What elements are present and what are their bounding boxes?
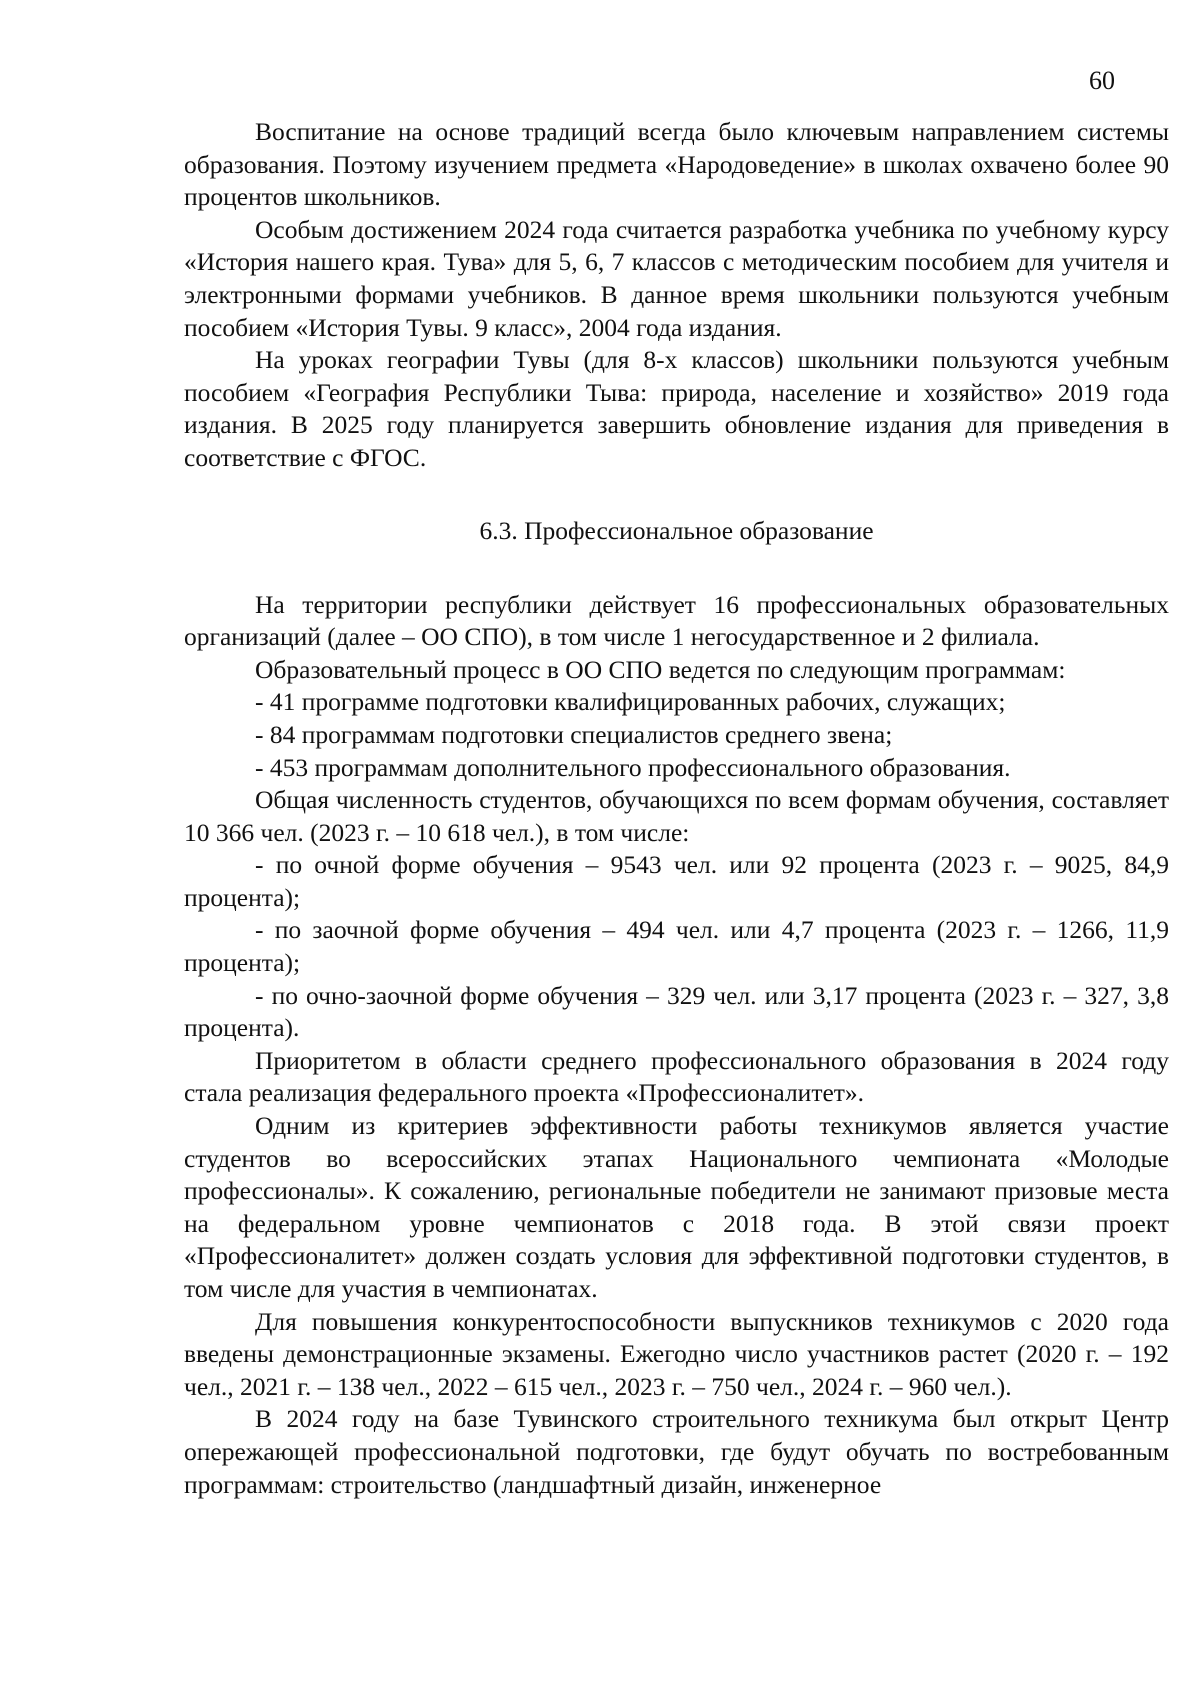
paragraph-priority-project: Приоритетом в области среднего профессионального образования в 2024 году стала реализация федерального проекта «Профессионалитет».: [184, 1045, 1169, 1108]
list-item-specialists-programs: - 84 программам подготовки специалистов среднего звена;: [255, 719, 893, 749]
list-item-full-time: - по очной форме обучения – 9543 чел. или 92 процента (2023 г. – 9025, 84,9 процента);: [184, 850, 1169, 912]
page-number: 60: [1089, 66, 1115, 95]
paragraph-textbook-achievement: Особым достижением 2024 года считается разработка учебника по учебному курсу «История нашего края. Тува» для 5, 6, 7 классов с методическим пособием для учителя и электронными формами учебников. В данное время школьники пользуются учебным пособием «История Тувы. 9 класс», 2004 года издания.: [184, 214, 1169, 342]
paragraph-championship-criteria: Одним из критериев эффективности работы техникумов является участие студентов во всероссийских этапах Национального чемпионата «Молодые профессионалы». К сожалению, региональные победители не занимают призовые места на федеральном уровне чемпионатов с 2018 года. В этой связи проект «Профессионалитет» должен создать условия для эффективной подготовки студентов, в том числе для участия в чемпионатах.: [184, 1111, 1169, 1303]
list-item-additional-programs: - 453 программам дополнительного профессионального образования.: [255, 752, 1011, 782]
paragraph-programs-intro: Образовательный процесс в ОО СПО ведется по следующим программам:: [255, 654, 1066, 684]
paragraph-geography-lessons: На уроках географии Тувы (для 8-х классов) школьники пользуются учебным пособием «География Республики Тыва: природа, население и хозяйство» 2019 года издания. В 2025 году планируется завершить обновление издания для приведения в соответствие с ФГОС.: [184, 345, 1169, 472]
document-body: [184, 116, 1169, 1501]
paragraph-students-total: Общая численность студентов, обучающихся по всем формам обучения, составляет 10 366 чел. (2023 г. – 10 618 чел.), в том числе:: [184, 785, 1169, 847]
paragraph-demo-exams: Для повышения конкурентоспособности выпускников техникумов с 2020 года введены демонстрационные экзамены. Ежегодно число участников растет (2020 г. – 192 чел., 2021 г. – 138 чел., 2022 – 615 чел., 2023 г. – 750 чел., 2024 г. – 960 чел.).: [184, 1306, 1169, 1401]
list-item-part-time: - по очно-заочной форме обучения – 329 чел. или 3,17 процента (2023 г. – 327, 3,8 процента).: [184, 980, 1169, 1043]
section-heading: 6.3. Профессиональное образование: [479, 515, 874, 545]
paragraph-traditions: Воспитание на основе традиций всегда было ключевым направлением системы образования. Поэтому изучением предмета «Народоведение» в школах охвачено более 90 процентов школьников.: [184, 117, 1169, 212]
paragraph-training-center: В 2024 году на базе Тувинского строительного техникума был открыт Центр опережающей профессиональной подготовки, где будут обучать по востребованным программам: строительство (ландшафтный дизайн, инженерное: [184, 1404, 1169, 1499]
list-item-workers-programs: - 41 программе подготовки квалифицированных рабочих, служащих;: [255, 687, 1006, 717]
paragraph-organizations: На территории республики действует 16 профессиональных образовательных организаций (далее – ОО СПО), в том числе 1 негосударственное и 2 филиала.: [184, 589, 1169, 652]
list-item-correspondence: - по заочной форме обучения – 494 чел. или 4,7 процента (2023 г. – 1266, 11,9 процента);: [184, 915, 1169, 978]
